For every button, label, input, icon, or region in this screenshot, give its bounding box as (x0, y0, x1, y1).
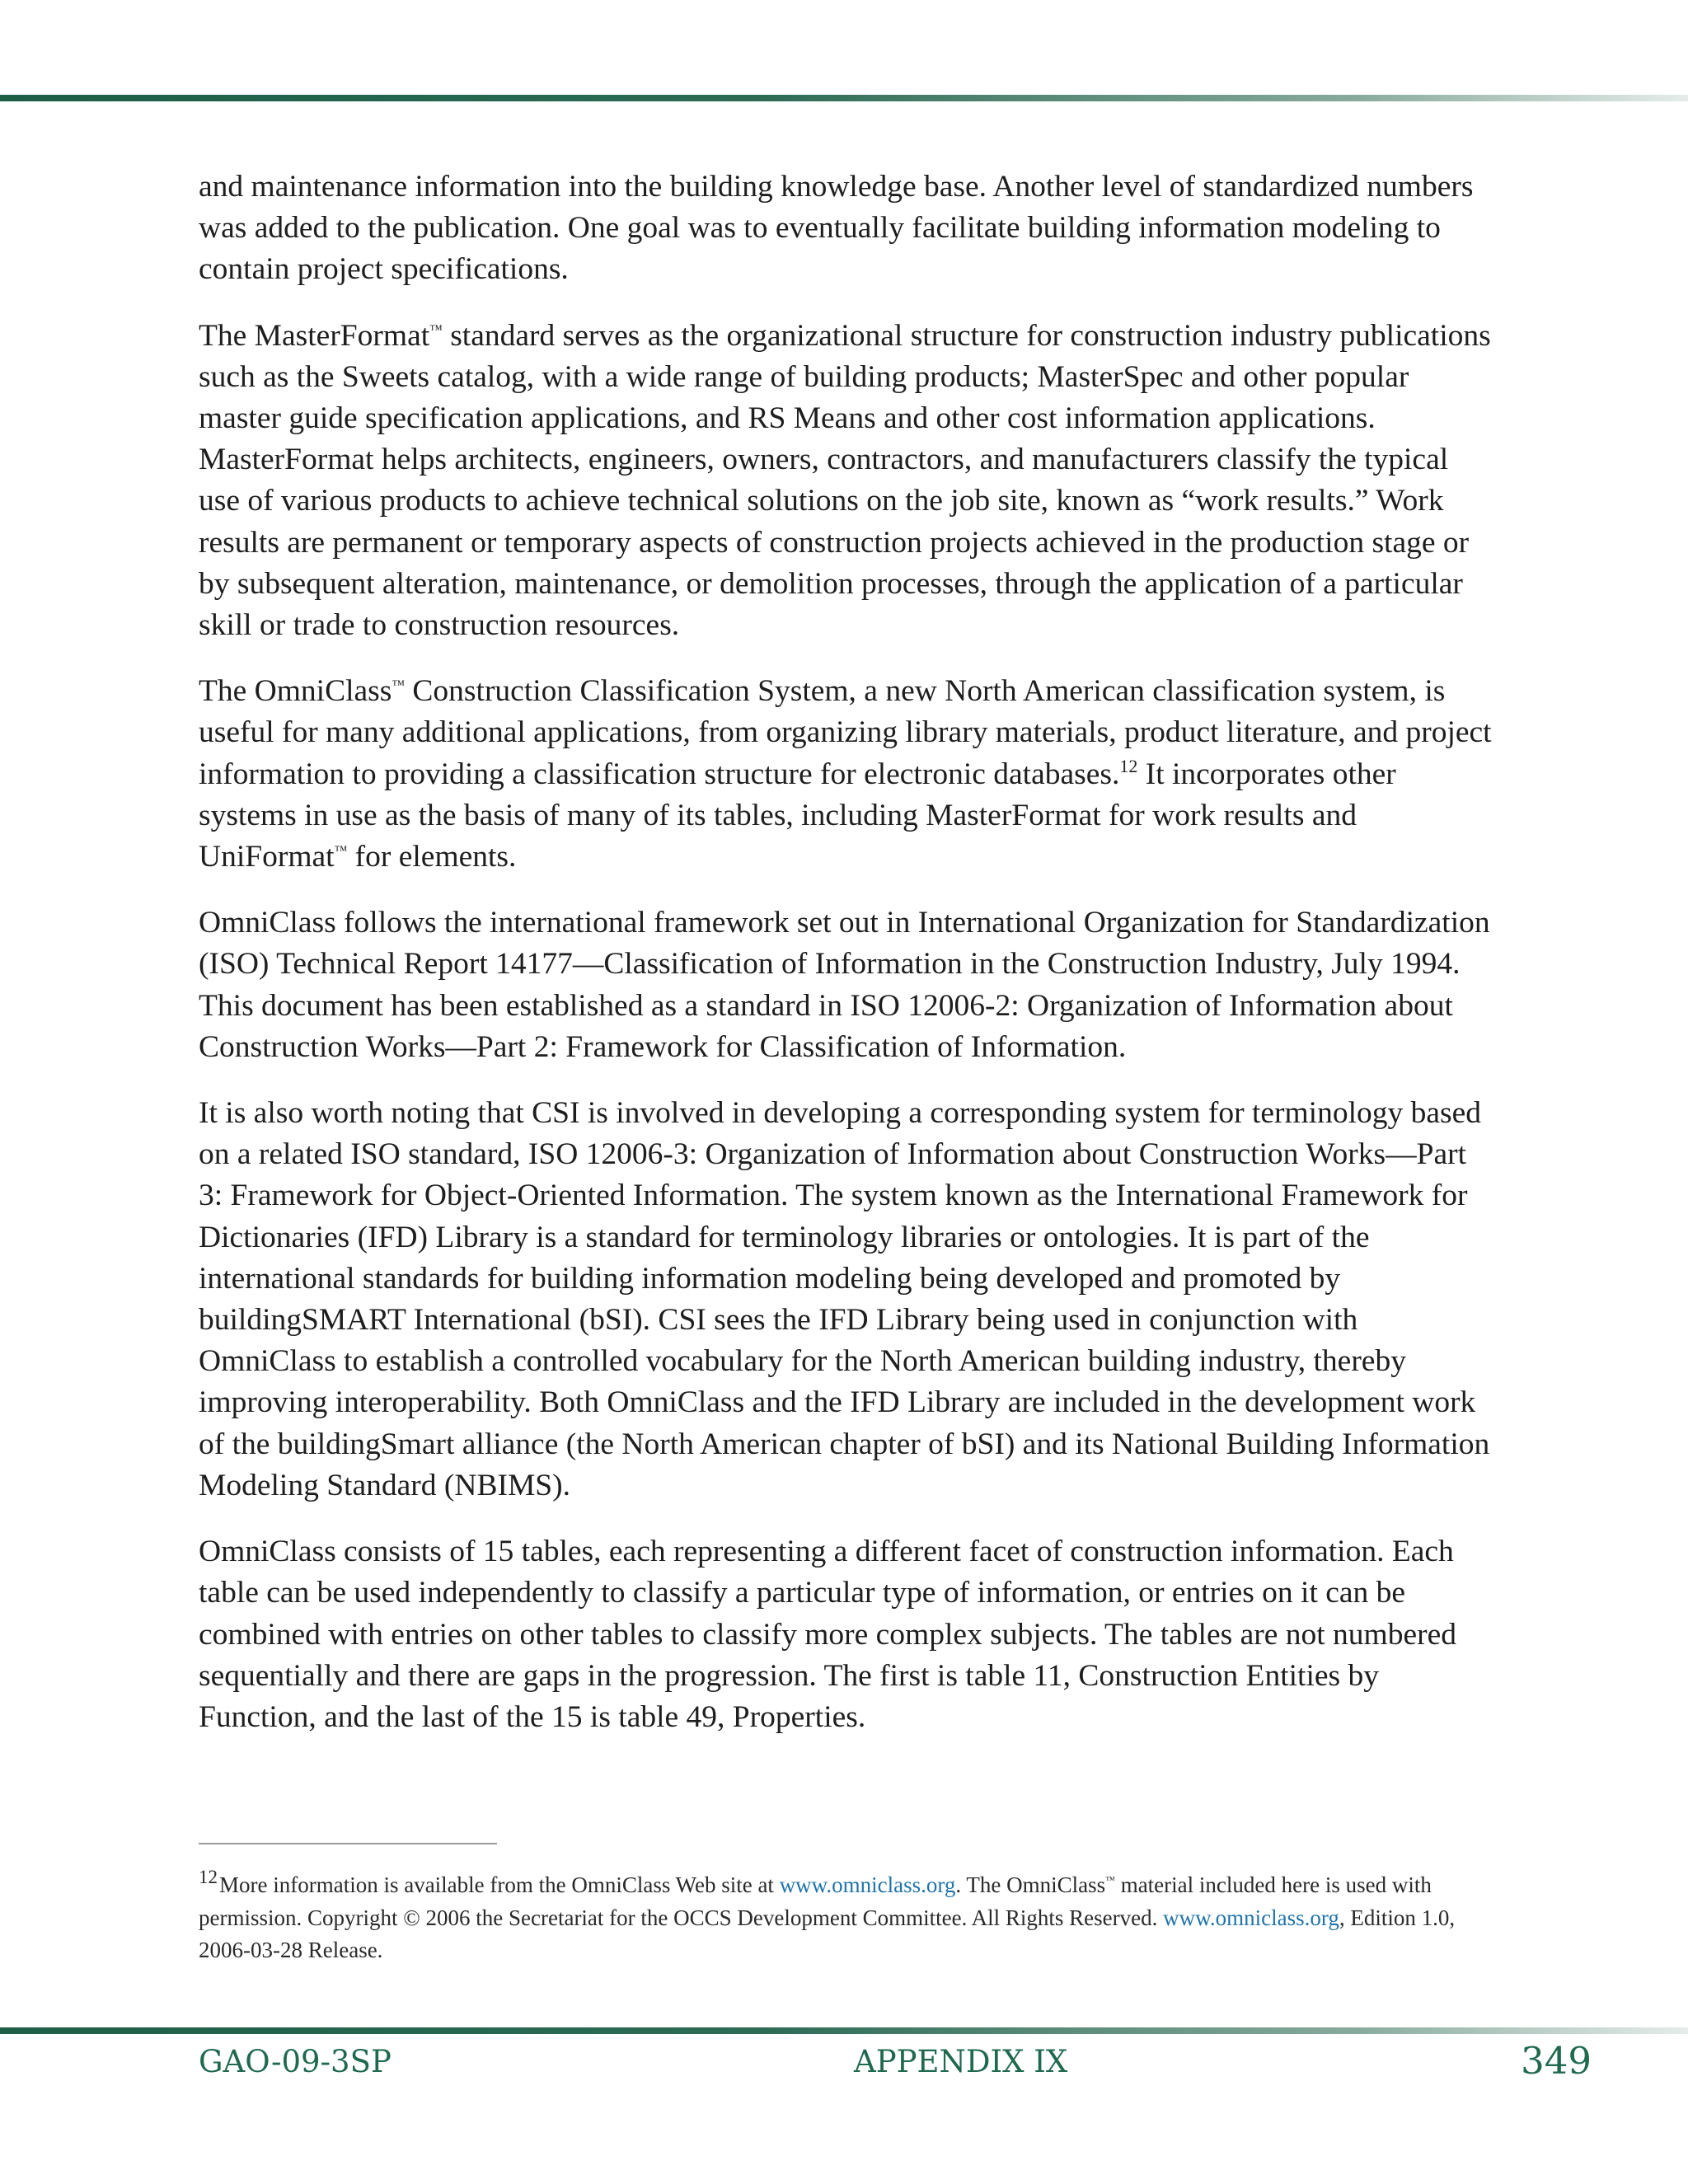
report-id: GAO-09-3SP (199, 2044, 392, 2079)
paragraph-2: The MasterFormat™ standard serves as the organizational structure for construction industry publications such as the Sweets catalog, with a wide range of building products; MasterSpec and other popular master guide specification applications, and RS Means and other cost information applications. MasterFormat helps architects, engineers, owners, contractors, and manufacturers classify the typical use of various products to achieve technical solutions on the job site, known as “work results.” Work results are permanent or temporary aspects of construction projects achieved in the production stage or by subsequent alteration, maintenance, or demolition processes, through the application of a particular skill or trade to construction resources. (199, 318, 1491, 643)
section-label: APPENDIX IX (854, 2044, 1068, 2079)
paragraph-3: The OmniClass™ Construction Classification System, a new North American classification system, is useful for many additional applications, from organizing library materials, product literature, and project information to providing a classification structure for electronic databases.$^{12}$ It incorporates other systems in use as the basis of many of its tables, including MasterFormat for work results and UniFormat™ for elements. (199, 674, 1492, 874)
footnote-reference[interactable]: 12 (1119, 755, 1138, 776)
footnote: 12More information is available from the OmniClass Web site at www.omniclass.org. The OmniClass™ material included here is used with permission. Copyright © 2006 the Secretariat for the OCCS Development Committee. All Rights Reserved. www.omniclass.org, Edition 1.0, 2006-03-28 Release. (199, 1867, 1456, 1962)
trademark-symbol: ™ (429, 322, 443, 337)
trademark-symbol: ™ (334, 844, 348, 859)
footnote-number: 12 (199, 1867, 218, 1887)
trademark-symbol: ™ (392, 678, 406, 693)
trademark-symbol: ™ (1105, 1874, 1115, 1886)
header-rule (0, 95, 1688, 101)
paragraph-6: OmniClass consists of 15 tables, each representing a different facet of construction information. Each table can be used independently to classify a particular type of information, or entries on it can be combined with entries on other tables to classify more complex subjects. The tables are not numbered sequentially and there are gaps in the progression. The first is table 11, Construction Entities by Function, and the last of the 15 is table 49, Properties. (199, 1535, 1456, 1734)
body-text (199, 166, 1497, 1763)
page-footer (199, 2039, 1592, 2082)
page-number: 349 (1521, 2039, 1592, 2083)
omniclass-link-2[interactable]: www.omniclass.org (1163, 1905, 1339, 1930)
paragraph-5: It is also worth noting that CSI is involved in developing a corresponding system for terminology based on a related ISO standard, ISO 12006-3: Organization of Information about Construction Works—Part 3: Framework for Object-Oriented Information. The system known as the International Framework for Dictionaries (IFD) Library is a standard for terminology libraries or ontologies. It is part of the international standards for building information modeling being developed and promoted by buildingSMART International (bSI). CSI sees the IFD Library being used in conjunction with OmniClass to establish a controlled vocabulary for the North American building industry, thereby improving interoperability. Both OmniClass and the IFD Library are included in the development work of the buildingSmart alliance (the North American chapter of bSI) and its National Building Information Modeling Standard (NBIMS). (199, 1096, 1490, 1502)
footnote-separator (199, 1843, 497, 1844)
paragraph-1: and maintenance information into the building knowledge base. Another level of standardized numbers was added to the publication. One goal was to eventually facilitate building information modeling to contain project specifications. (199, 170, 1474, 287)
omniclass-link[interactable]: www.omniclass.org (779, 1872, 956, 1897)
paragraph-4: OmniClass follows the international framework set out in International Organization for Standardization (ISO) Technical Report 14177—Classification of Information in the Construction Industry, July 1994. This document has been established as a standard in ISO 12006-2: Organization of Information about Construction Works—Part 2: Framework for Classification of Information. (199, 906, 1490, 1064)
footer-rule (0, 2027, 1688, 2034)
